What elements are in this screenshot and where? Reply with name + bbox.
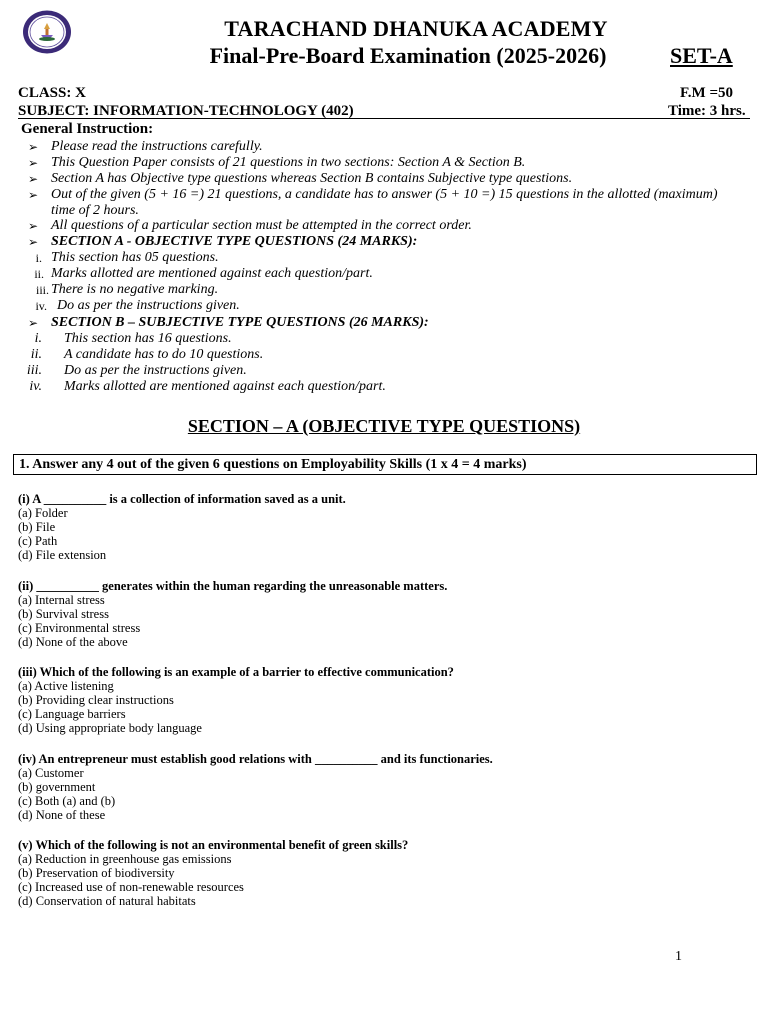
- question-1-heading: 1. Answer any 4 out of the given 6 questions on Employability Skills (1 x 4 = 4 marks): [13, 454, 757, 475]
- question-text: (i) A __________ is a collection of information saved as a unit.: [18, 492, 346, 506]
- question-part: [18, 579, 738, 649]
- item-text: There is no negative marking.: [51, 282, 219, 297]
- question-part: [18, 752, 738, 822]
- time-label: Time: 3 hrs.: [668, 103, 746, 119]
- option: (a) Reduction in greenhouse gas emissions: [18, 852, 232, 866]
- set-label: SET-A: [670, 43, 733, 68]
- option: (a) Internal stress: [18, 593, 105, 607]
- item-number: ii.: [30, 347, 42, 362]
- option: (d) Conservation of natural habitats: [18, 894, 196, 908]
- item-number: i.: [34, 331, 42, 346]
- option: (d) None of these: [18, 808, 106, 822]
- instruction-text: Out of the given (5 + 16 =) 21 questions, a candidate has to answer (5 + 10 =) 15 questions in the allotted (maximum) time of 2 hours.: [51, 187, 718, 218]
- instruction-text: All questions of a particular section must be attempted in the correct order.: [51, 218, 472, 233]
- full-marks-label: F.M =50: [680, 85, 733, 101]
- option: (a) Active listening: [18, 679, 114, 693]
- item-number: iv.: [29, 379, 42, 394]
- question-text: (ii) __________ generates within the human regarding the unreasonable matters.: [18, 579, 448, 593]
- arrow-bullet-icon: ➢: [28, 219, 39, 233]
- section-b-heading-text: SECTION B – SUBJECTIVE TYPE QUESTIONS (26 MARKS):: [51, 315, 429, 330]
- arrow-bullet-icon: ➢: [28, 172, 39, 186]
- option: (c) Path: [18, 534, 58, 548]
- item-number: iii.: [35, 283, 49, 297]
- item-text: Do as per the instructions given.: [57, 298, 240, 313]
- section-a-heading-text: SECTION A - OBJECTIVE TYPE QUESTIONS (24 MARKS):: [51, 234, 418, 249]
- option: (c) Language barriers: [18, 707, 126, 721]
- arrow-bullet-icon: ➢: [28, 188, 39, 202]
- option: (b) File: [18, 520, 56, 534]
- item-text: Marks allotted are mentioned against each question/part.: [64, 379, 386, 394]
- instruction-text: This Question Paper consists of 21 questions in two sections: Section A & Section B.: [51, 155, 526, 170]
- arrow-bullet-icon: ➢: [28, 316, 39, 330]
- option: (d) None of the above: [18, 635, 128, 649]
- option: (b) Providing clear instructions: [18, 693, 174, 707]
- item-text: This section has 05 questions.: [51, 250, 219, 265]
- question-text: (v) Which of the following is not an environmental benefit of green skills?: [18, 838, 409, 852]
- general-instruction-heading: General Instruction:: [21, 121, 154, 137]
- option: (a) Customer: [18, 766, 84, 780]
- item-text: This section has 16 questions.: [64, 331, 232, 346]
- question-part: [18, 492, 738, 562]
- item-text: A candidate has to do 10 questions.: [64, 347, 264, 362]
- item-number: i.: [35, 251, 42, 265]
- item-text: Do as per the instructions given.: [64, 363, 247, 378]
- arrow-bullet-icon: ➢: [28, 235, 39, 249]
- question-part: [18, 665, 738, 735]
- item-number: iii.: [26, 363, 42, 378]
- option: (d) Using appropriate body language: [18, 721, 202, 735]
- page-number: 1: [675, 949, 682, 964]
- class-label: CLASS: X: [18, 85, 86, 101]
- subject-label: SUBJECT: INFORMATION-TECHNOLOGY (402): [18, 103, 354, 119]
- arrow-bullet-icon: ➢: [28, 156, 39, 170]
- exam-title: Final-Pre-Board Examination (2025-2026): [209, 43, 607, 68]
- option: (b) government: [18, 780, 96, 794]
- question-part: [18, 838, 738, 908]
- instruction-text: Please read the instructions carefully.: [51, 139, 263, 154]
- academy-name: TARACHAND DHANUKA ACADEMY: [224, 16, 608, 41]
- item-number: iv.: [35, 299, 47, 313]
- item-text: Marks allotted are mentioned against each question/part.: [51, 266, 373, 281]
- option: (c) Environmental stress: [18, 621, 141, 635]
- header-divider: [18, 118, 750, 119]
- option: (c) Both (a) and (b): [18, 794, 116, 808]
- section-a-title: SECTION – A (OBJECTIVE TYPE QUESTIONS): [187, 416, 581, 436]
- instruction-text: Section A has Objective type questions whereas Section B contains Subjective type questions.: [51, 171, 573, 186]
- option: (d) File extension: [18, 548, 107, 562]
- option: (a) Folder: [18, 506, 68, 520]
- question-text: (iii) Which of the following is an example of a barrier to effective communication?: [18, 665, 454, 679]
- option: (c) Increased use of non-renewable resources: [18, 880, 244, 894]
- arrow-bullet-icon: ➢: [28, 140, 39, 154]
- option: (b) Preservation of biodiversity: [18, 866, 175, 880]
- question-text: (iv) An entrepreneur must establish good relations with __________ and its functionaries.: [18, 752, 493, 766]
- option: (b) Survival stress: [18, 607, 109, 621]
- item-number: ii.: [34, 267, 44, 281]
